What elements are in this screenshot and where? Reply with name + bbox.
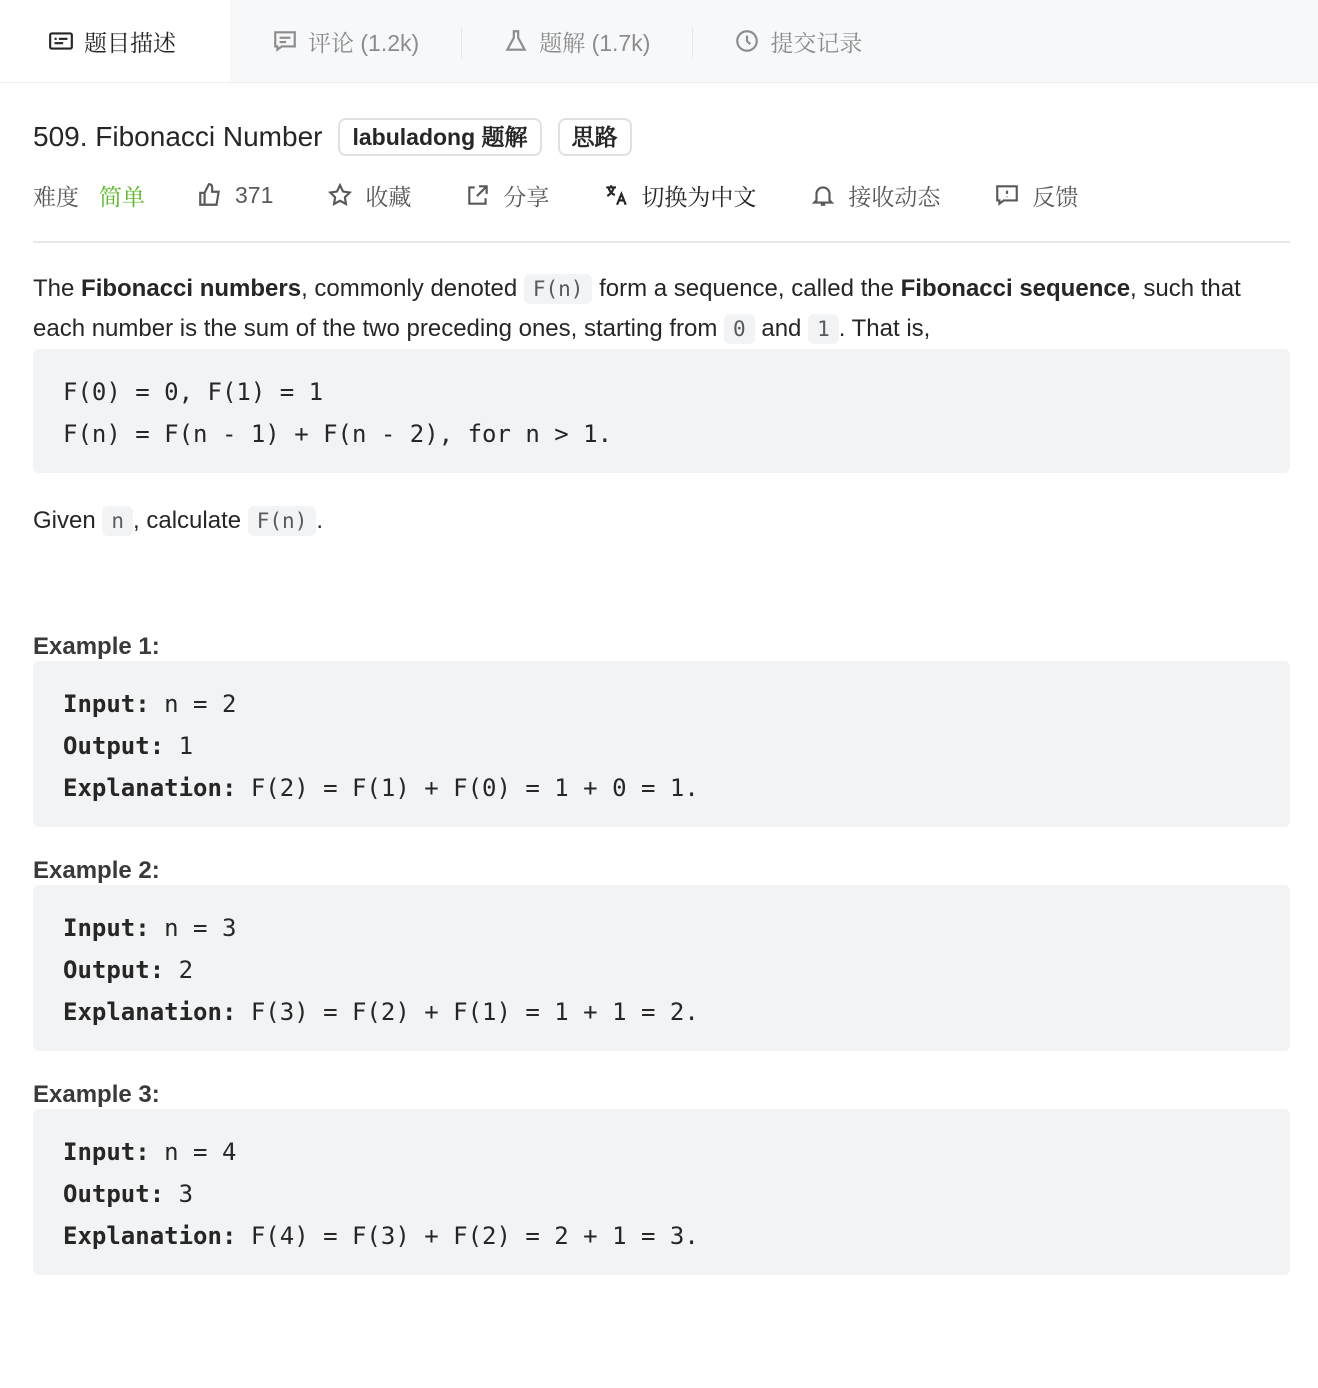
output-label: Output: [63, 1180, 165, 1208]
example-title: Example 1: [33, 633, 160, 660]
explanation-value: F(2) = F(1) + F(0) = 1 + 0 = 1. [236, 774, 699, 802]
tab-submissions[interactable] [692, 0, 904, 82]
feedback-icon [994, 182, 1020, 208]
meta-bar [33, 175, 1290, 215]
like-count: 371 [235, 181, 274, 208]
input-value: n = 2 [149, 690, 237, 718]
desc-text: , calculate [133, 507, 248, 534]
description-icon [48, 28, 74, 54]
desc-text: . [316, 507, 324, 534]
inline-code: F(n) [524, 274, 593, 304]
tab-label: 题解 (1.7k) [539, 29, 651, 56]
desc-text: , commonly denoted [301, 275, 524, 302]
input-value: n = 3 [149, 914, 237, 942]
inline-code: n [102, 506, 133, 536]
example-title: Example 2: [33, 857, 160, 884]
favorite-label: 收藏 [365, 183, 412, 210]
desc-text: Given [33, 507, 103, 534]
bell-icon [810, 182, 836, 208]
explanation-value: F(3) = F(2) + F(1) = 1 + 1 = 2. [236, 998, 699, 1026]
thumbs-up-icon [197, 182, 223, 208]
explanation-value: F(4) = F(3) + F(2) = 2 + 1 = 3. [236, 1222, 699, 1250]
tab-bar [0, 0, 1318, 83]
problem-description [33, 269, 1290, 349]
tab-label: 题目描述 [84, 29, 176, 56]
inline-code: F(n) [248, 506, 317, 536]
divider [33, 241, 1290, 243]
output-value: 3 [164, 1180, 194, 1208]
desc-bold: Fibonacci numbers [81, 275, 302, 302]
comment-icon [272, 28, 298, 54]
explanation-label: Explanation: [63, 774, 237, 802]
tab-label: 提交记录 [770, 29, 863, 56]
example-block [33, 885, 1290, 1051]
desc-text: form a sequence, called the [592, 275, 901, 302]
tab-label: 评论 (1.2k) [308, 29, 420, 56]
tab-description[interactable] [0, 0, 230, 82]
formula-line: F(n) = F(n - 1) + F(n - 2), for n > 1. [63, 420, 613, 448]
desc-text: , such that each number is the sum of the two preceding ones, starting from [33, 275, 1241, 342]
tag-idea[interactable]: 思路 [558, 118, 632, 156]
like-button[interactable] [197, 182, 273, 209]
tag-labuladong[interactable]: labuladong 题解 [338, 118, 541, 156]
input-label: Input: [63, 914, 150, 942]
example-title: Example 3: [33, 1081, 160, 1108]
desc-text: The [33, 275, 82, 302]
output-value: 1 [164, 732, 194, 760]
formula-line: F(0) = 0, F(1) = 1 [63, 378, 324, 406]
share-icon [465, 182, 491, 208]
feedback-button[interactable] [994, 179, 1078, 212]
desc-text: . That is, [838, 315, 931, 342]
subscribe-label: 接收动态 [848, 183, 941, 210]
formula-block [33, 349, 1290, 473]
given-text [33, 501, 1290, 541]
output-label: Output: [63, 732, 165, 760]
input-label: Input: [63, 690, 150, 718]
inline-code: 1 [808, 314, 839, 344]
star-icon [327, 182, 353, 208]
explanation-label: Explanation: [63, 998, 237, 1026]
desc-bold: Fibonacci sequence [900, 275, 1131, 302]
output-label: Output: [63, 956, 165, 984]
share-button[interactable] [465, 179, 549, 212]
output-value: 2 [164, 956, 194, 984]
explanation-label: Explanation: [63, 1222, 237, 1250]
difficulty-label: 难度 [33, 183, 79, 210]
subscribe-button[interactable] [810, 179, 940, 212]
flask-icon [503, 28, 529, 54]
tab-comments[interactable] [230, 0, 461, 82]
input-label: Input: [63, 1138, 150, 1166]
translate-label: 切换为中文 [641, 183, 757, 210]
example-block [33, 1109, 1290, 1275]
example-block [33, 661, 1290, 827]
input-value: n = 4 [149, 1138, 237, 1166]
problem-title: 509. Fibonacci Number [33, 121, 323, 152]
favorite-button[interactable] [327, 179, 411, 212]
feedback-label: 反馈 [1032, 183, 1079, 210]
difficulty-value: 简单 [99, 183, 145, 210]
desc-text: and [754, 315, 809, 342]
translate-icon [603, 182, 629, 208]
inline-code: 0 [724, 314, 755, 344]
translate-button[interactable] [603, 179, 756, 212]
clock-icon [734, 28, 760, 54]
tab-solutions[interactable] [461, 0, 692, 82]
share-label: 分享 [503, 183, 550, 210]
